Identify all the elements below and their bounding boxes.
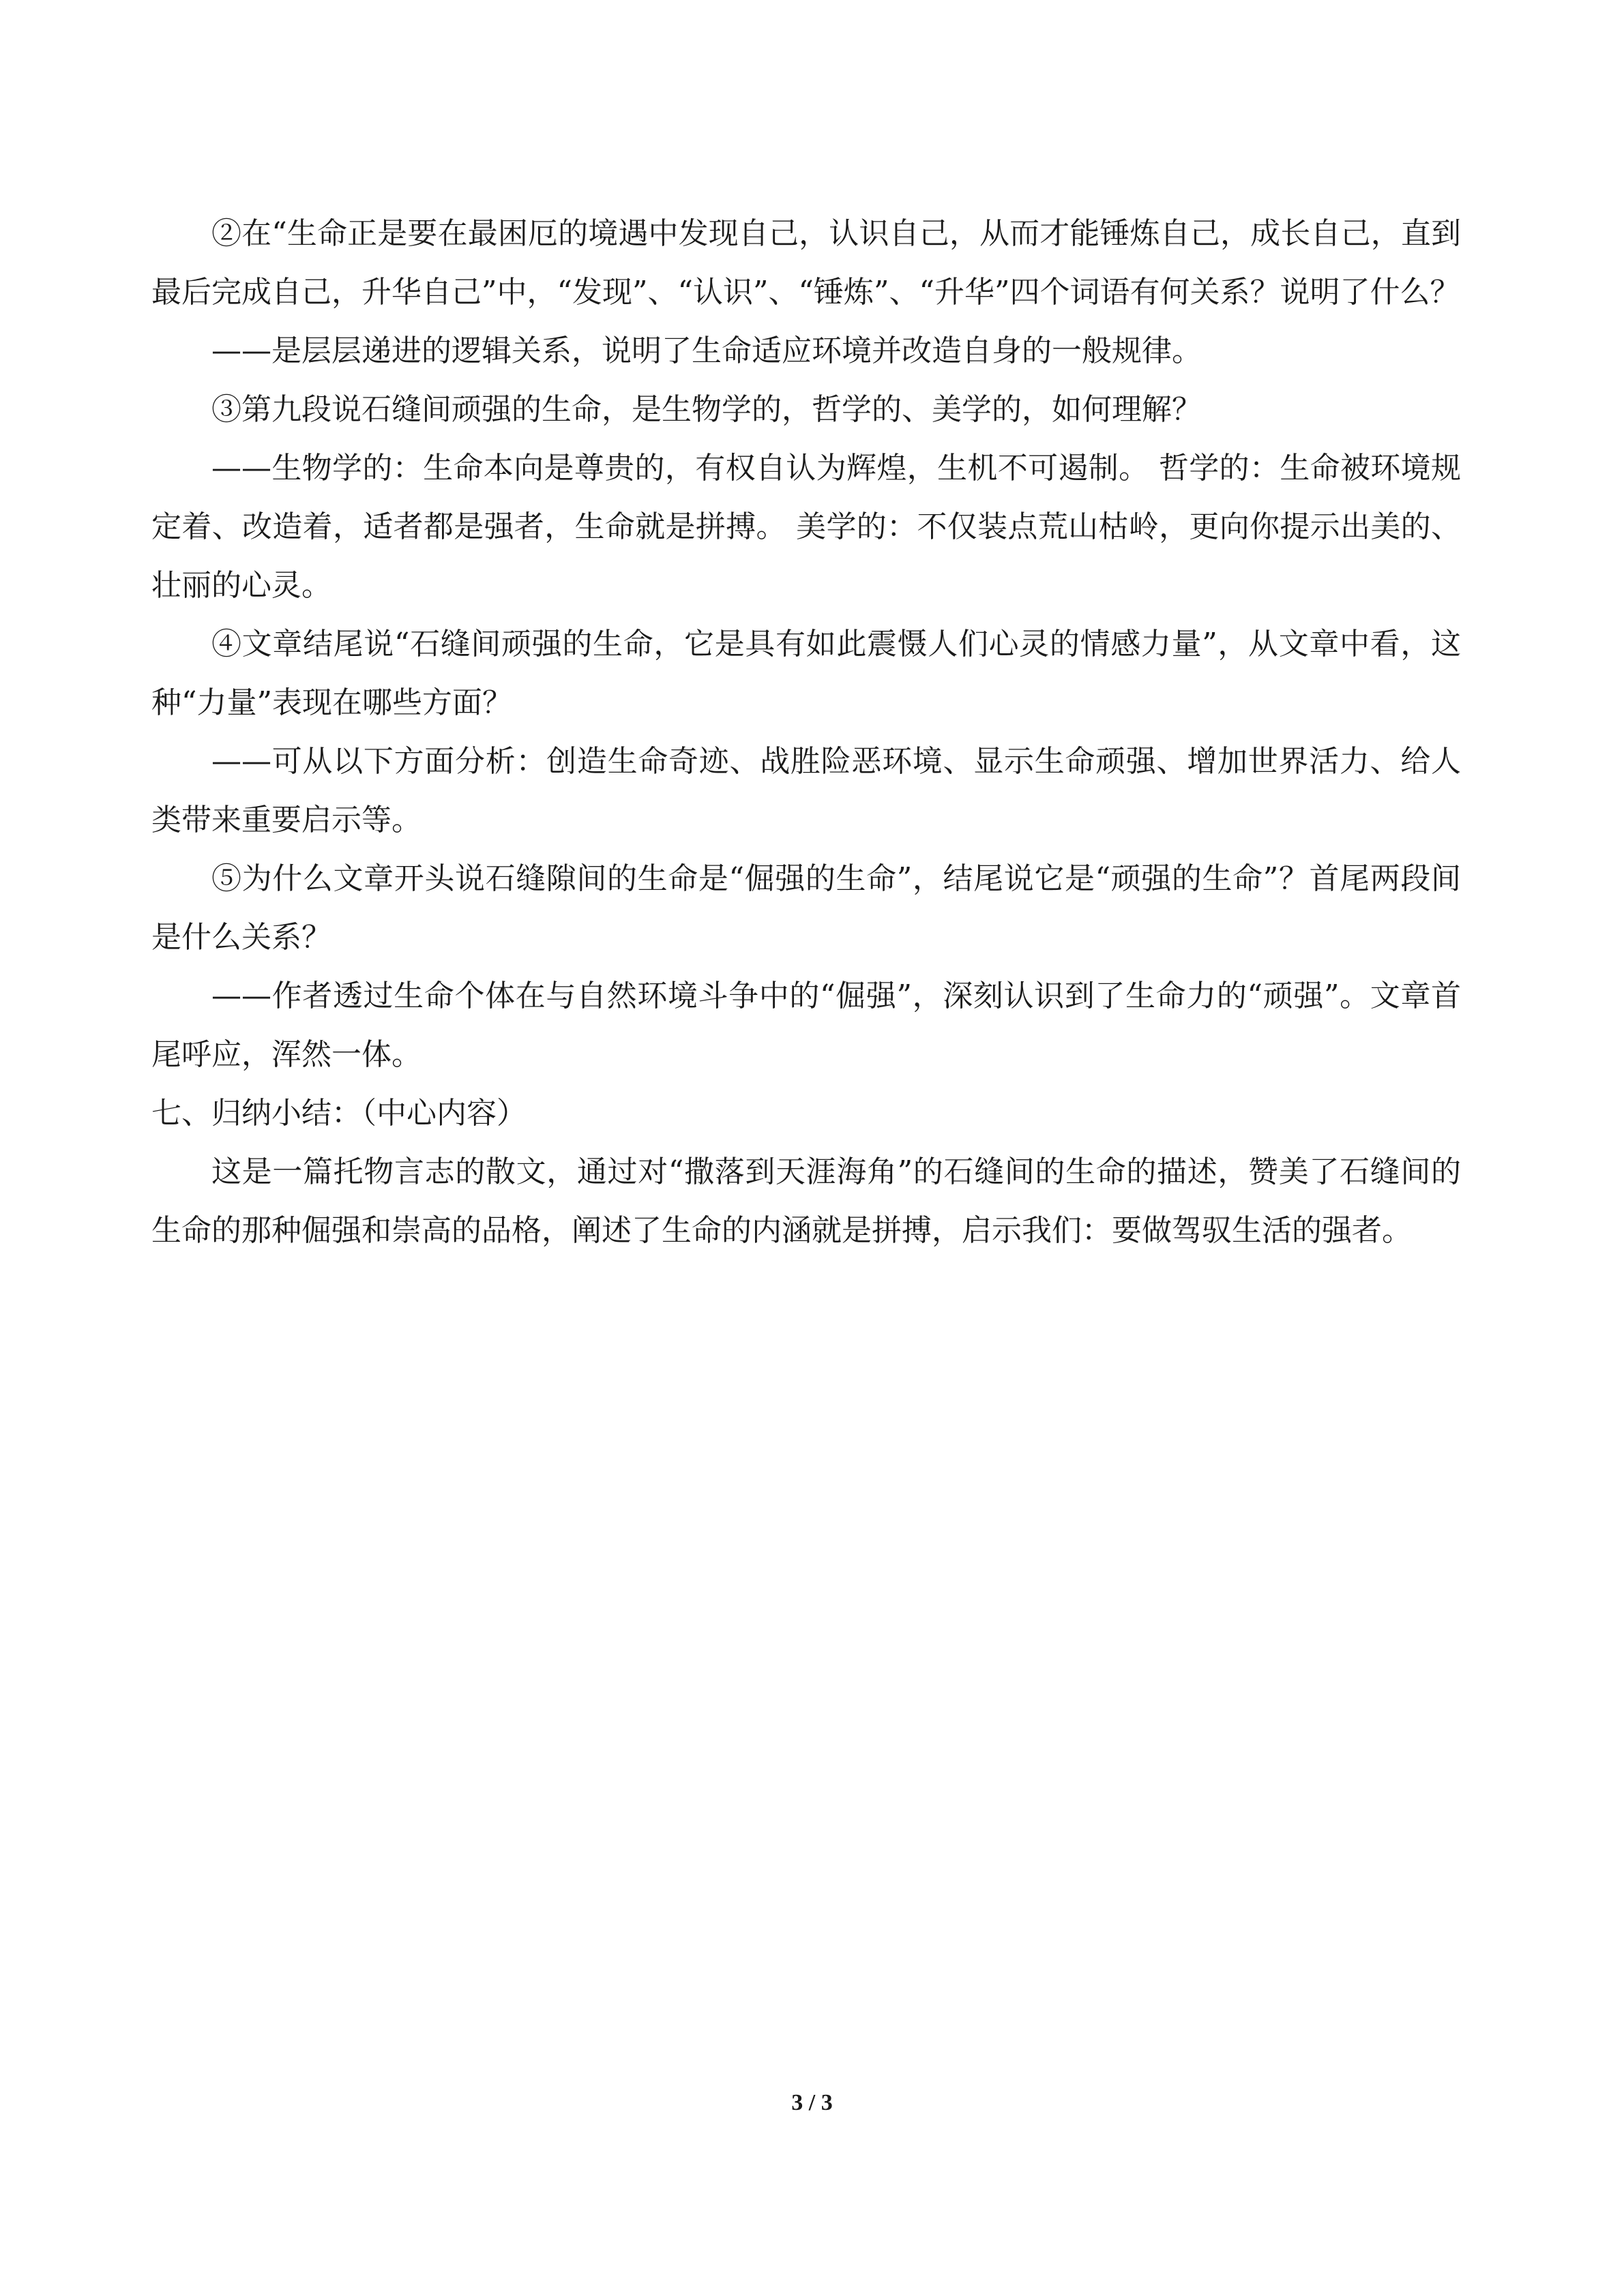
question-4: ④文章结尾说“石缝间顽强的生命，它是具有如此震慑人们心灵的情感力量”，从文章中看，这种“力量”表现在哪些方面？ — [151, 627, 1461, 720]
question-5: ⑤为什么文章开头说石缝隙间的生命是“倔强的生命”，结尾说它是“顽强的生命”？首尾两段间是什么关系？ — [151, 861, 1461, 955]
page-number: 3 / 3 — [791, 2090, 833, 2115]
answer-5: ——作者透过生命个体在与自然环境斗争中的“倔强”，深刻认识到了生命力的“顽强”。文章首尾呼应，浑然一体。 — [151, 979, 1461, 1072]
document-body — [151, 205, 1461, 1260]
summary-paragraph: 这是一篇托物言志的散文，通过对“撒落到天涯海角”的石缝间的生命的描述，赞美了石缝间的生命的那种倔强和崇高的品格，阐述了生命的内涵就是拼搏，启示我们：要做驾驭生活的强者。 — [151, 1154, 1461, 1248]
answer-3: ——生物学的：生命本向是尊贵的，有权自认为辉煌，生机不可遏制。 哲学的：生命被环境规定着、改造着，适者都是强者，生命就是拼搏。 美学的：不仅装点荒山枯岭，更向你提示出美的、壮丽的心灵。 — [151, 451, 1461, 603]
answer-4: ——可从以下方面分析：创造生命奇迹、战胜险恶环境、显示生命顽强、增加世界活力、给人类带来重要启示等。 — [151, 744, 1461, 837]
section-heading-summary: 七、归纳小结：（中心内容） — [151, 1096, 527, 1131]
question-2: ②在“生命正是要在最困厄的境遇中发现自己，认识自己，从而才能锤炼自己，成长自己，直到最后完成自己，升华自己”中，“发现”、“认识”、“锤炼”、“升华”四个词语有何关系？说明了什么？ — [151, 216, 1461, 310]
answer-2: ——是层层递进的逻辑关系，说明了生命适应环境并改造自身的一般规律。 — [211, 333, 1202, 368]
question-3: ③第九段说石缝间顽强的生命，是生物学的，哲学的、美学的，如何理解？ — [211, 392, 1202, 427]
